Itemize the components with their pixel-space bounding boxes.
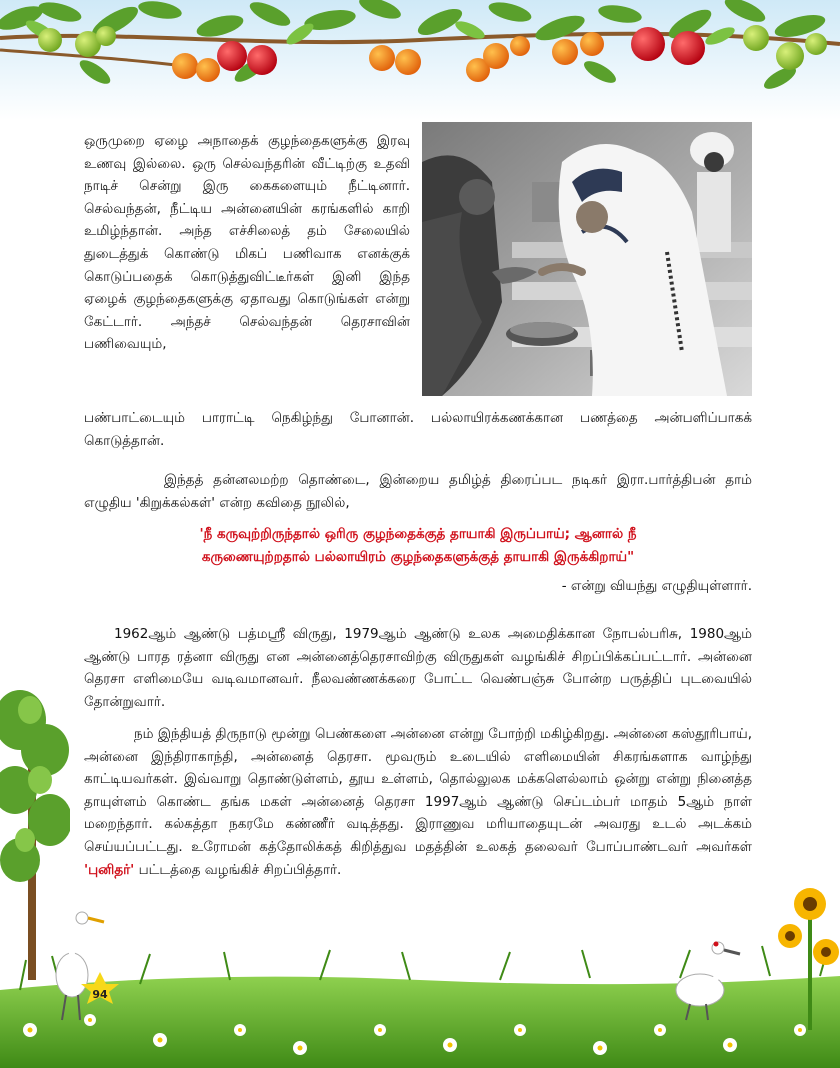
paragraph-4-text: நம் இந்தியத் திருநாடு மூன்று பெண்களை அன்னை என்று போற்றி மகிழ்கிறது. அன்னை கஸ்தூரிபாய், அன்னை இந்திராகாந்தி, அன்னைத் தெரசா. மூவரும் உடையில் எளிமையின் சிகரங்களாக வாழ்ந்து காட்டியவர்கள். இவ்வாறு தொண்டுள்ளம், தூய உள்ளம், தொல்லுலக மக்களெல்லாம் ஒன்று என்று நினைத்த தாயுள்ளம் கொண்ட தங்க மகள் அன்னைத் தெரசா 1997ஆம் ஆண்டு செப்டம்பர் மாதம் 5ஆம் நாள் மறைந்தார். கல்கத்தா நகரமே கண்ணீர் வடித்தது. இராணுவ மரியாதையுடன் அவரது உடல் அடக்கம் செய்யப்பட்டது. உரோமன் கத்தோலிக்கத் கிறித்துவ மதத்தின் உலகத் தலைவர் போப்பாண்டவர் அவர்கள் [84,726,752,855]
fruit-branch-decoration [0,0,840,120]
saint-title-highlight: 'புனிதர்' [84,861,135,878]
paragraph-4-end: பட்டத்தை வழங்கிச் சிறப்பித்தார். [138,861,342,878]
paragraph-3: 1962ஆம் ஆண்டு பத்மஸ்ரீ விருது, 1979ஆம் ஆண்டு உலக அமைதிக்கான நோபல்பரிசு, 1980ஆம் ஆண்டு பாரத ரத்னா விருது என அன்னைத்தெரசாவிற்கு விருதுகள் வழங்கிச் சிறப்பிக்கப்பட்டார். அன்னை தெரசா எளிமையே வடிவமானவர். நீலவண்ணக்கரை போட்ட வெண்பஞ்சு போன்ற பருத்திப் புடவையில் தோன்றுவார். [84,626,752,710]
poem-quote-line-1: 'நீ கருவுற்றிருந்தால் ஒரிரு குழந்தைக்குத் தாயாகி இருப்பாய்; ஆனால் நீ [199,526,637,542]
poem-quote-line-2: கருணையுற்றதால் பல்லாயிரம் குழந்தைகளுக்குத் தாயாகி இருக்கிறாய்" [201,549,635,565]
mother-teresa-photo [422,122,752,396]
quote-attribution: - என்று வியந்து எழுதியுள்ளார். [561,578,752,594]
poem-quote [84,523,752,569]
page-number: 94 [92,988,108,1001]
paragraph-4 [84,723,752,881]
paragraph-1-continuation: பண்பாட்டையும் பாராட்டி நெகிழ்ந்து போனான். பல்லாயிரக்கணக்கான பணத்தை அன்பளிப்பாகக் கொடுத்தான். [84,410,752,449]
paragraph-2: இந்தத் தன்னலமற்ற தொண்டை, இன்றைய தமிழ்த் திரைப்பட நடிகர் இரா.பார்த்திபன் தாம் எழுதிய 'கிறுக்கல்கள்' என்ற கவிதை நூலில், [84,472,752,511]
grass-flowers-decoration [0,880,840,1068]
paragraph-1: ஒருமுறை ஏழை அநாதைக் குழந்தைகளுக்கு இரவு உணவு இல்லை. ஒரு செல்வந்தரின் வீட்டிற்கு உதவி நாடிச் சென்று இரு கைகளையும் நீட்டினார். செல்வந்தன், நீட்டிய அன்னையின் கரங்களில் காறி உமிழ்ந்தான். அந்த எச்சிலைத் தம் சேலையில் துடைத்துக் கொண்டு மிகப் பணிவாக எனக்குக் கொடுப்பதைக் கொடுத்துவிட்டீர்கள் இனி இந்த ஏழைக் குழந்தைகளுக்கு ஏதாவது கொடுங்கள் என்று கேட்டார். அந்தச் செல்வந்தன் தெரசாவின் பணிவையும், [84,133,410,353]
